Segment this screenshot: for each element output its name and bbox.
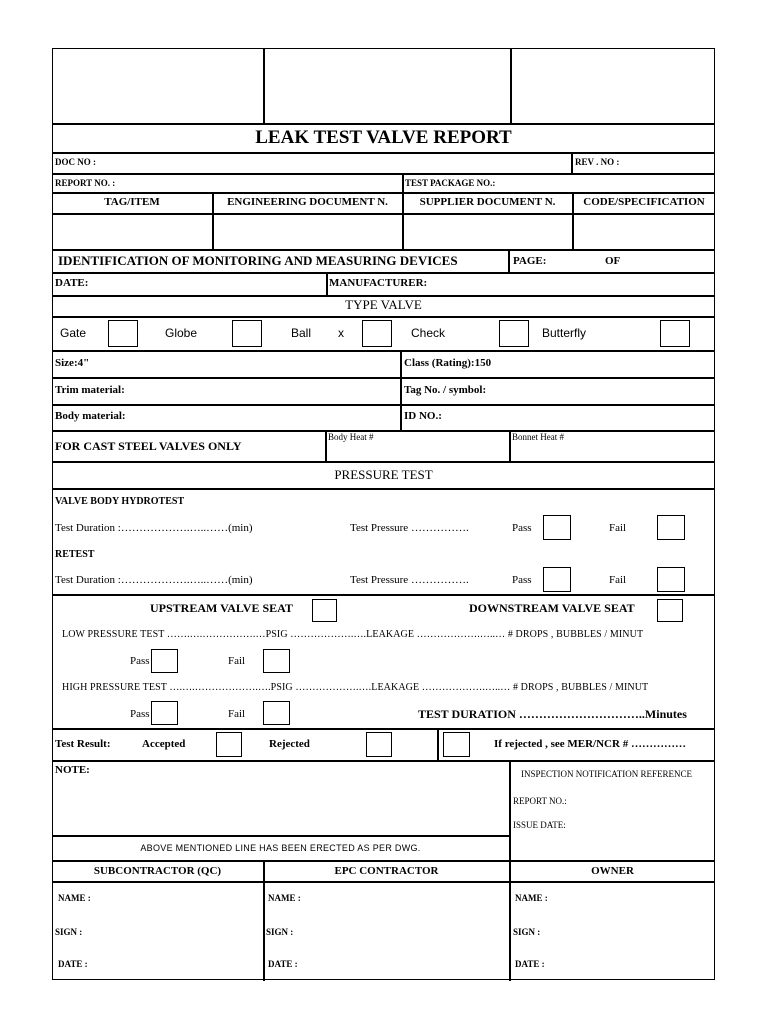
owner-date-label: DATE : bbox=[515, 959, 545, 969]
hydrotest-pressure-label: Test Pressure ……………. bbox=[350, 522, 469, 534]
divider bbox=[52, 404, 715, 406]
divider bbox=[52, 760, 715, 762]
divider bbox=[325, 430, 327, 462]
low-pressure-pass-label: Pass bbox=[130, 655, 150, 667]
divider bbox=[52, 249, 715, 251]
epc-name-label: NAME : bbox=[268, 893, 301, 903]
divider bbox=[52, 350, 715, 352]
divider bbox=[52, 213, 715, 215]
accepted-checkbox[interactable] bbox=[216, 732, 242, 757]
valve-option-ball-checkbox[interactable] bbox=[362, 320, 392, 347]
divider bbox=[52, 272, 715, 274]
divider bbox=[510, 48, 512, 124]
subcontractor-header: SUBCONTRACTOR (QC) bbox=[93, 865, 222, 877]
divider bbox=[263, 860, 265, 981]
column-header-code-specification: CODE/SPECIFICATION bbox=[583, 196, 705, 208]
page-label: PAGE: bbox=[513, 255, 547, 267]
retest-pass-label: Pass bbox=[512, 574, 532, 586]
divider bbox=[263, 48, 265, 124]
class-rating-label: Class (Rating):150 bbox=[404, 357, 492, 369]
hydrotest-fail-checkbox[interactable] bbox=[657, 515, 685, 540]
owner-sign-label: SIGN : bbox=[513, 927, 541, 937]
low-pressure-fail-checkbox[interactable] bbox=[263, 649, 290, 673]
divider bbox=[326, 272, 328, 296]
pressure-test-heading: PRESSURE TEST bbox=[334, 467, 433, 482]
divider bbox=[509, 430, 511, 462]
retest-fail-label: Fail bbox=[609, 574, 627, 586]
valve-option-globe-checkbox[interactable] bbox=[232, 320, 262, 347]
subcontractor-sign-label: SIGN : bbox=[55, 927, 83, 937]
retest-duration-label: Test Duration :……………….…..……(min) bbox=[55, 574, 253, 586]
divider bbox=[52, 728, 715, 730]
upstream-seat-label: UPSTREAM VALVE SEAT bbox=[150, 601, 293, 615]
divider bbox=[52, 461, 715, 463]
page-title: LEAK TEST VALVE REPORT bbox=[255, 127, 512, 148]
report-form bbox=[52, 48, 715, 980]
valve-option-check-checkbox[interactable] bbox=[499, 320, 529, 347]
column-header-supplier-document: SUPPLIER DOCUMENT N. bbox=[419, 196, 556, 208]
body-heat-label: Body Heat # bbox=[328, 432, 374, 442]
divider bbox=[52, 377, 715, 379]
divider bbox=[52, 173, 715, 175]
high-pressure-pass-label: Pass bbox=[130, 708, 150, 720]
manufacturer-label: MANUFACTURER: bbox=[329, 277, 428, 289]
downstream-seat-checkbox[interactable] bbox=[657, 599, 683, 622]
epc-contractor-header: EPC CONTRACTOR bbox=[334, 865, 439, 877]
valve-option-globe-label: Globe bbox=[165, 326, 198, 340]
body-material-label: Body material: bbox=[55, 410, 126, 422]
valve-option-butterfly-label: Butterfly bbox=[542, 326, 587, 340]
if-rejected-label: If rejected , see MER/NCR # …………… bbox=[494, 738, 686, 750]
divider bbox=[52, 316, 715, 318]
id-no-label: ID NO.: bbox=[404, 410, 442, 422]
valve-option-gate-checkbox[interactable] bbox=[108, 320, 138, 347]
owner-name-label: NAME : bbox=[515, 893, 548, 903]
rev-no-label: REV . NO : bbox=[575, 157, 620, 167]
retest-fail-checkbox[interactable] bbox=[657, 567, 685, 592]
subcontractor-name-label: NAME : bbox=[58, 893, 91, 903]
low-pressure-fail-label: Fail bbox=[228, 655, 246, 667]
ncr-checkbox[interactable] bbox=[443, 732, 470, 757]
divider bbox=[508, 249, 510, 273]
hydrotest-pass-checkbox[interactable] bbox=[543, 515, 571, 540]
divider bbox=[52, 430, 715, 432]
epc-sign-label: SIGN : bbox=[266, 927, 294, 937]
note-label: NOTE: bbox=[55, 764, 90, 776]
divider bbox=[402, 173, 404, 250]
divider bbox=[52, 123, 715, 125]
divider bbox=[437, 728, 439, 761]
divider bbox=[52, 192, 715, 194]
valve-option-butterfly-checkbox[interactable] bbox=[660, 320, 690, 347]
high-pressure-fail-label: Fail bbox=[228, 708, 246, 720]
upstream-seat-checkbox[interactable] bbox=[312, 599, 337, 622]
divider bbox=[52, 152, 715, 154]
divider bbox=[52, 881, 715, 883]
divider bbox=[571, 152, 573, 174]
divider bbox=[52, 488, 715, 490]
retest-pressure-label: Test Pressure ……………. bbox=[350, 574, 469, 586]
subcontractor-date-label: DATE : bbox=[58, 959, 88, 969]
valve-option-check-label: Check bbox=[411, 326, 446, 340]
downstream-seat-label: DOWNSTREAM VALVE SEAT bbox=[469, 601, 635, 615]
valve-option-gate-label: Gate bbox=[60, 326, 87, 340]
test-result-label: Test Result: bbox=[55, 738, 111, 750]
cast-steel-label: FOR CAST STEEL VALVES ONLY bbox=[55, 439, 242, 453]
column-header-engineering-document: ENGINEERING DOCUMENT N. bbox=[227, 196, 388, 208]
seat-test-duration-label: TEST DURATION …………………………..Minutes bbox=[418, 707, 687, 721]
retest-pass-checkbox[interactable] bbox=[543, 567, 571, 592]
divider bbox=[52, 835, 509, 837]
column-header-tag-item: TAG/ITEM bbox=[104, 196, 160, 208]
high-pressure-fail-checkbox[interactable] bbox=[263, 701, 290, 725]
bonnet-heat-label: Bonnet Heat # bbox=[512, 432, 564, 442]
tag-no-label: Tag No. / symbol: bbox=[404, 384, 487, 396]
inspection-notification-reference: INSPECTION NOTIFICATION REFERENCE bbox=[521, 769, 692, 779]
test-package-no-label: TEST PACKAGE NO.: bbox=[405, 178, 496, 188]
date-label: DATE: bbox=[55, 277, 89, 289]
hydrotest-label: VALVE BODY HYDROTEST bbox=[55, 496, 185, 507]
high-pressure-pass-checkbox[interactable] bbox=[151, 701, 178, 725]
low-pressure-test-line: LOW PRESSURE TEST …….….…………….…PSIG ……………….….LEAKAGE ……………….…..… # DROPS , BUBBLES / MINUT bbox=[62, 629, 644, 640]
hydrotest-fail-label: Fail bbox=[609, 522, 627, 534]
inspection-report-no-label: REPORT NO.: bbox=[513, 796, 567, 806]
low-pressure-pass-checkbox[interactable] bbox=[151, 649, 178, 673]
identification-label: IDENTIFICATION OF MONITORING AND MEASURING DEVICES bbox=[58, 253, 458, 268]
size-label: Size:4" bbox=[55, 357, 90, 369]
rejected-checkbox[interactable] bbox=[366, 732, 392, 757]
hydrotest-pass-label: Pass bbox=[512, 522, 532, 534]
divider bbox=[400, 350, 402, 431]
accepted-label: Accepted bbox=[142, 738, 186, 750]
inspection-issue-date-label: ISSUE DATE: bbox=[513, 820, 566, 830]
epc-date-label: DATE : bbox=[268, 959, 298, 969]
doc-no-label: DOC NO : bbox=[55, 157, 96, 167]
ball-selected-mark: x bbox=[338, 326, 344, 340]
page-of-label: OF bbox=[605, 255, 621, 267]
rejected-label: Rejected bbox=[269, 738, 310, 750]
divider bbox=[52, 594, 715, 596]
report-no-label: REPORT NO. : bbox=[55, 178, 116, 188]
type-valve-heading: TYPE VALVE bbox=[345, 297, 422, 312]
retest-label: RETEST bbox=[55, 549, 95, 560]
trim-material-label: Trim material: bbox=[55, 384, 125, 396]
owner-header: OWNER bbox=[591, 865, 634, 877]
divider bbox=[52, 860, 715, 862]
high-pressure-test-line: HIGH PRESSURE TEST ….….……………….….PSIG ……………….….LEAKAGE ……………….…..… # DROPS , BUBBLES / MINUT bbox=[62, 682, 649, 693]
hydrotest-duration-label: Test Duration :……………….…..……(min) bbox=[55, 522, 253, 534]
valve-option-ball-label: Ball bbox=[291, 326, 312, 340]
erected-statement: ABOVE MENTIONED LINE HAS BEEN ERECTED AS PER DWG. bbox=[140, 843, 421, 853]
